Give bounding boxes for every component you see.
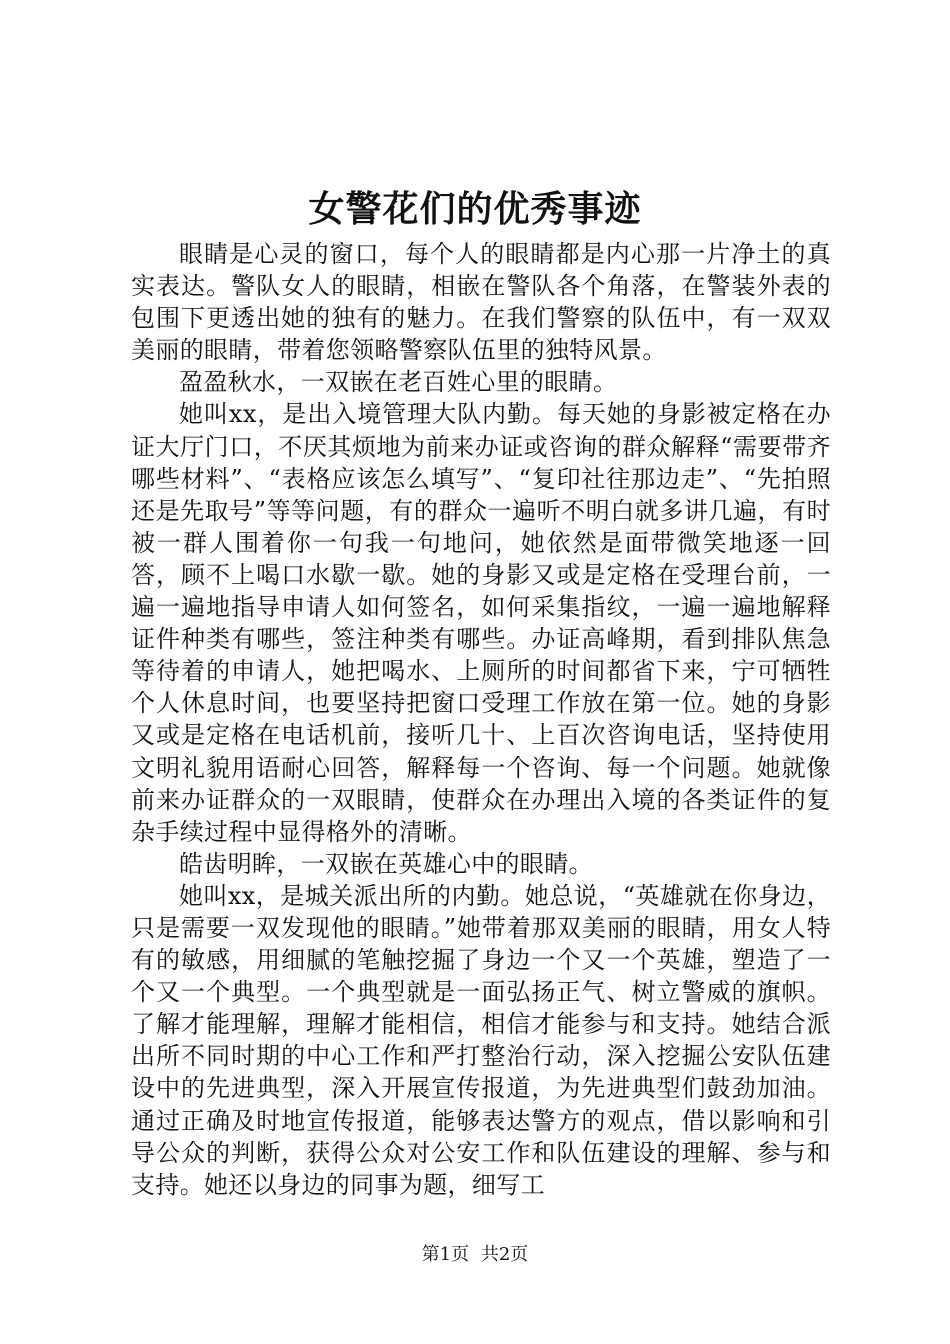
document-body [131,238,831,1201]
paragraph: 她叫xx，是城关派出所的内勤。她总说，“英雄就在你身边，只是需要一双发现他的眼睛。”她带着那双美丽的眼睛，用女人特有的敏感，用细腻的笔触挖掘了身边一个又一个英雄，塑造了一个又一个典型。一个典型就是一面弘扬正气、树立警威的旗帜。了解才能理解，理解才能相信，相信才能参与和支持。她结合派出所不同时期的中心工作和严打整治行动，深入挖掘公安队伍建设中的先进典型，深入开展宣传报道，为先进典型们鼓劲加油。通过正确及时地宣传报道，能够表达警方的观点，借以影响和引导公众的判断，获得公众对公安工作和队伍建设的理解、参与和支持。她还以身边的同事为题，细写工 [131,881,831,1199]
page-total: 共2页 [480,1244,529,1265]
page-footer [0,1243,950,1267]
document-title: 女警花们的优秀事迹 [308,188,642,230]
paragraph: 眼睛是心灵的窗口，每个人的眼睛都是内心那一片净土的真实表达。警队女人的眼睛，相嵌在警队各个角落，在警装外表的包围下更透出她的独有的魅力。在我们警察的队伍中，有一双双美丽的眼睛，带着您领略警察队伍里的独特风景。 [131,240,831,365]
paragraph: 盈盈秋水，一双嵌在老百姓心里的眼睛。 [179,368,618,397]
paragraph: 她叫xx，是出入境管理大队内勤。每天她的身影被定格在办证大厅门口，不厌其烦地为前来办证或咨询的群众解释“需要带齐哪些材料”、“表格应该怎么填写”、“复印社往那边走”、“先拍照还是先取号”等等问题，有的群众一遍听不明白就多讲几遍，有时被一群人围着你一句我一句地问，她依然是面带微笑地逐一回答，顾不上喝口水歇一歇。她的身影又或是定格在受理台前，一遍一遍地指导申请人如何签名，如何采集指纹，一遍一遍地解释证件种类有哪些，签注种类有哪些。办证高峰期，看到排队焦急等待着的申请人，她把喝水、上厕所的时间都省下来，宁可牺牲个人休息时间，也要坚持把窗口受理工作放在第一位。她的身影又或是定格在电话机前，接听几十、上百次咨询电话，坚持使用文明礼貌用语耐心回答，解释每一个咨询、每一个问题。她就像前来办证群众的一双眼睛，使群众在办理出入境的各类证件的复杂手续过程中显得格外的清晰。 [131,400,831,846]
page-number: 第1页 [421,1244,470,1265]
paragraph: 皓齿明眸，一双嵌在英雄心中的眼睛。 [179,849,593,878]
